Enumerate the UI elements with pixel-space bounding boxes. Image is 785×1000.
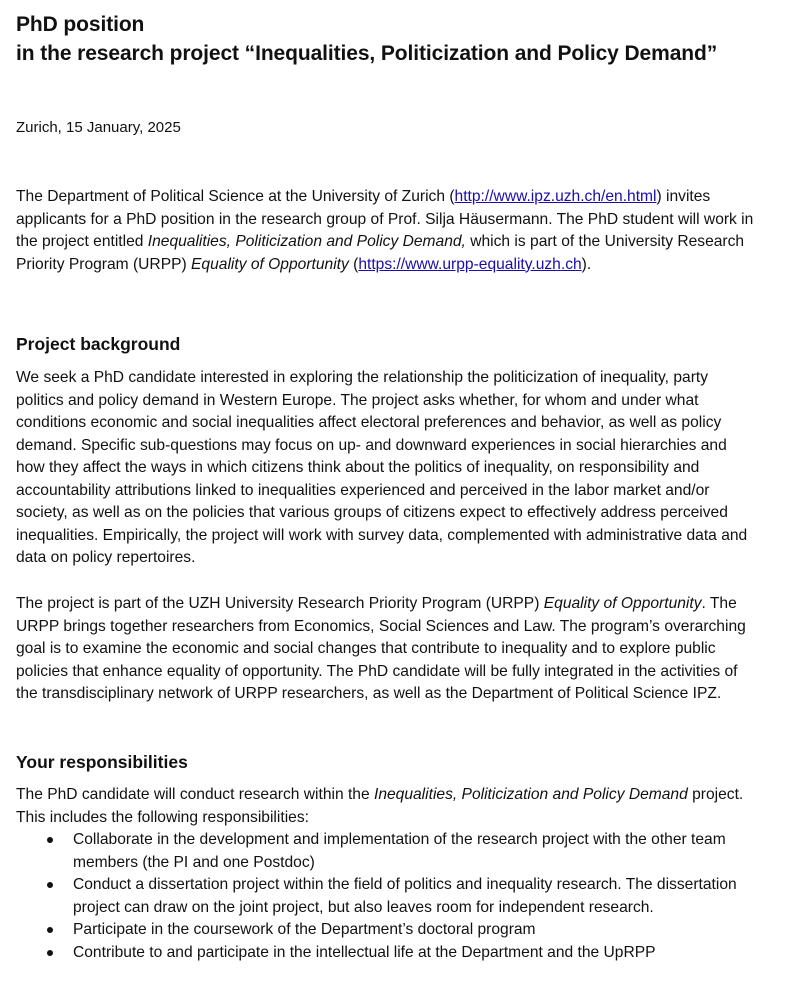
intro-text-5: ).	[581, 255, 592, 273]
title-line-1: PhD position	[16, 13, 145, 36]
intro-paragraph	[16, 186, 756, 276]
title-line-2: in the research project “Inequalities, Politicization and Policy Demand”	[16, 42, 718, 65]
list-item	[16, 919, 756, 942]
background-text-2a: The project is part of the UZH University Research Priority Program (URPP)	[16, 595, 544, 612]
section-heading-responsibilities: Your responsibilities	[16, 752, 188, 772]
page-title	[16, 10, 717, 68]
bullet-icon	[47, 950, 53, 956]
bullet-icon	[47, 882, 53, 888]
ipz-link[interactable]: http://www.ipz.uzh.ch/en.html	[454, 188, 657, 205]
list-item-text: Contribute to and participate in the intellectual life at the Department and the UpRPP	[73, 943, 656, 961]
responsibilities-list	[16, 829, 756, 964]
intro-text-3: which is part of the University Research Priority Program (URPP)	[16, 233, 745, 273]
section-heading-background: Project background	[16, 334, 181, 354]
urpp-link[interactable]: https://www.urpp-equality.uzh.ch	[358, 255, 582, 273]
program-name: Equality of Opportunity	[191, 255, 349, 273]
bullet-icon	[47, 927, 53, 933]
responsibilities-intro-1: The PhD candidate will conduct research within the	[16, 786, 374, 803]
list-item	[16, 874, 756, 919]
responsibilities-project: Inequalities, Politicization and Policy Demand	[373, 786, 688, 803]
list-item-text: Collaborate in the development and implementation of the research project with the other team members (the PI and one Postdoc)	[73, 831, 726, 871]
background-text-1: We seek a PhD candidate interested in exploring the relationship the politicization of inequality, party politics and policy demand in Western Europe. The project asks whether, for whom and under what conditions economic and social inequalities affect electoral preferences and behavior, as well as policy demand. Specific sub-questions may focus on up- and downward experiences in social hierarchies and how they affect the ways in which citizens think about the politics of inequality, on responsibility and accountability attributions linked to inequalities experienced and perceived in the labor market and/or society, as well as on the policies that various groups of citizens expect to effectively address perceived inequalities. Empirically, the project will work with survey data, complemented with administrative data and data on policy repertoires.	[16, 369, 748, 566]
document-date: Zurich, 15 January, 2025	[16, 119, 181, 136]
responsibilities-intro-2: project. This includes the following responsibilities:	[16, 786, 744, 826]
background-paragraph-1	[16, 367, 756, 570]
list-item-text: Participate in the coursework of the Department’s doctoral program	[73, 921, 536, 938]
background-program-name: Equality of Opportunity	[543, 595, 702, 612]
bullet-icon	[47, 837, 53, 843]
responsibilities-block	[16, 784, 756, 964]
list-item-text: Conduct a dissertation project within the field of politics and inequality research. The dissertation project can draw on the joint project, but also leaves room for independent research.	[73, 876, 737, 916]
list-item	[16, 942, 756, 965]
list-item	[16, 829, 756, 874]
intro-text-2: ) invites applicants for a PhD position in the research group of Prof. Silja Häusermann. The PhD student will work in the project entitled	[16, 188, 754, 250]
project-title: Inequalities, Politicization and Policy Demand,	[147, 233, 466, 250]
intro-text-1: The Department of Political Science at the University of Zurich (	[16, 188, 455, 205]
background-text-2b: . The URPP brings together researchers from Economics, Social Sciences and Law. The program’s overarching goal is to examine the economic and social changes that contribute to inequality and to explore public policies that enhance equality of opportunity. The PhD candidate will be fully integrated in the activities of the transdisciplinary network of URPP researchers, as well as the Department of Political Science IPZ.	[16, 595, 746, 702]
background-paragraph-2	[16, 593, 756, 706]
intro-text-4: (	[348, 255, 359, 273]
